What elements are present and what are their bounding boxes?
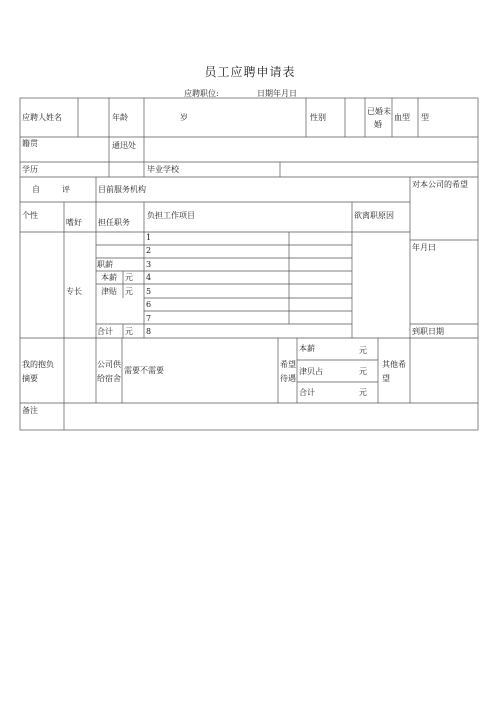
- applicant-name-label: 应聘人姓名: [22, 113, 62, 122]
- other-wishes-label: 其他希: [382, 360, 406, 369]
- expected-allowance-label: 津贝占: [299, 367, 323, 376]
- work-row-number: 1: [146, 233, 152, 242]
- allowance-unit: 元: [125, 287, 133, 296]
- work-row-number: 8: [146, 327, 152, 336]
- expected-treatment-label: 希望: [280, 360, 296, 369]
- personality-label: 个性: [22, 211, 38, 220]
- position-held-label: 担任职务: [98, 218, 130, 227]
- expected-treatment-label-2: 待遇: [280, 374, 296, 383]
- ambition-label-2: 摘要: [22, 374, 38, 383]
- current-org-label: 目前服务机构: [98, 185, 146, 194]
- work-row-number: 6: [146, 300, 152, 309]
- expected-total-unit: 元: [359, 388, 367, 397]
- work-row-number: 3: [146, 260, 152, 269]
- remarks-label: 备注: [22, 406, 38, 415]
- self-evaluation-label: 自: [32, 185, 40, 194]
- marital-status-label-2: 婚: [374, 120, 382, 129]
- blood-type-unit: 型: [421, 113, 429, 122]
- origin-label: 籍贯: [22, 139, 38, 148]
- gender-label: 性别: [310, 113, 326, 122]
- base-salary-unit: 元: [125, 273, 133, 282]
- specialty-label: 专长: [66, 287, 82, 296]
- form-title: 员工应聘申请表: [204, 65, 296, 79]
- blood-type-label: 血型: [394, 113, 410, 122]
- marital-status-label: 已婚未: [367, 107, 391, 116]
- base-salary-label: 本薪: [101, 273, 117, 282]
- work-row-number: 4: [146, 273, 152, 282]
- housing-options: 需要不需要: [124, 366, 164, 375]
- housing-label: 公司供: [97, 360, 121, 369]
- age-unit: 岁: [180, 113, 188, 122]
- ambition-label: 我的抱负: [22, 360, 54, 369]
- work-row-number: 7: [146, 314, 152, 323]
- position-label: 应聘职位:: [184, 89, 219, 98]
- expected-allowance-unit: 元: [359, 367, 367, 376]
- expected-base-label: 本薪: [299, 344, 315, 353]
- address-label: 通迅处: [112, 141, 136, 150]
- housing-label-2: 给宿舍: [97, 374, 121, 383]
- work-items-label: 负担工作项目: [147, 211, 195, 220]
- date-field-label: 年月曰: [412, 243, 436, 252]
- work-row-number: 2: [146, 246, 152, 255]
- work-row-number: 5: [146, 287, 152, 296]
- school-label: 毕业学校: [147, 165, 179, 174]
- salary-label: 职薪: [97, 260, 113, 269]
- other-wishes-label-2: 望: [382, 374, 390, 383]
- total-label: 合计: [97, 327, 113, 336]
- total-unit: 元: [125, 327, 133, 336]
- allowance-label: 津贴: [101, 287, 117, 296]
- education-label: 学历: [22, 165, 38, 174]
- expected-total-label: 合计: [299, 388, 315, 397]
- age-label: 年龄: [112, 113, 128, 122]
- expected-base-unit: 元: [359, 346, 367, 355]
- leave-reason-label: 欲离职原因: [354, 211, 394, 220]
- expectation-label: 对本公司的希望: [412, 180, 468, 189]
- start-date-label: 到职日期: [412, 327, 444, 336]
- self-evaluation-label-2: 评: [62, 185, 70, 194]
- date-label: 日期年月日: [257, 89, 297, 98]
- hobby-label: 嗜好: [66, 218, 82, 227]
